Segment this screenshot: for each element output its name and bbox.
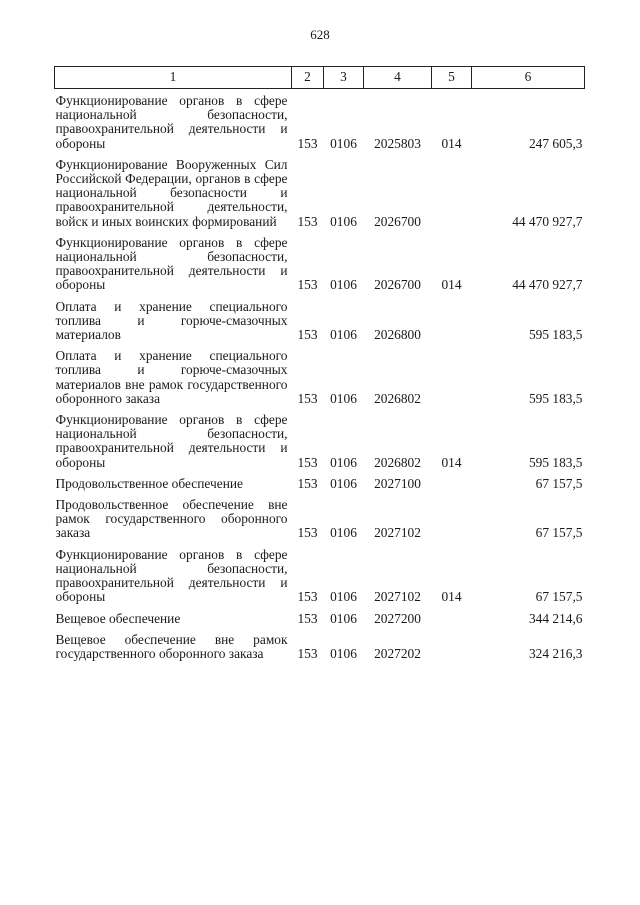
row-ministry-code: 153	[297, 213, 318, 229]
row-section-code: 0106	[330, 277, 357, 293]
row-amount: 44 470 927,7	[512, 277, 583, 293]
row-section-code: 0106	[330, 589, 357, 605]
budget-table	[54, 66, 585, 661]
row-name: Продовольственное обеспечение вне рамок государственного оборонного заказа	[55, 497, 288, 541]
row-name: Функционирование Вооруженных Сил Российской Федерации, органов в сфере национальной безопасности и правоохранительной деятельности, войск и иных воинских формирований	[55, 156, 288, 229]
row-section-code: 0106	[330, 610, 357, 626]
row-ministry-code: 153	[297, 589, 318, 605]
row-expense-type	[432, 151, 472, 229]
row-name: Функционирование органов в сфере национальной безопасности, правоохранительной деятельности и обороны	[55, 412, 288, 470]
row-amount: 595 183,5	[528, 390, 583, 406]
header-col-1: 1	[55, 67, 292, 89]
table-body	[55, 89, 585, 662]
row-amount: 67 157,5	[535, 475, 583, 491]
row-name: Оплата и хранение специального топлива и горюче-смазочных материалов	[55, 298, 288, 343]
row-target-code: 2027102	[374, 589, 421, 605]
row-section-code: 0106	[330, 525, 357, 541]
row-name: Оплата и хранение специального топлива и горюче-смазочных материалов вне рамок государственного оборонного заказа	[55, 348, 288, 406]
row-ministry-code: 153	[297, 135, 318, 151]
row-ministry-code: 153	[297, 454, 318, 470]
row-target-code: 2026802	[374, 390, 421, 406]
table-row	[55, 89, 585, 151]
row-amount: 44 470 927,7	[512, 213, 583, 229]
header-col-2: 2	[292, 67, 324, 89]
row-amount: 595 183,5	[528, 327, 583, 343]
row-name: Функционирование органов в сфере национальной безопасности, правоохранительной деятельности и обороны	[55, 234, 288, 293]
row-expense-type: 014	[441, 277, 462, 293]
row-section-code: 0106	[330, 327, 357, 343]
header-col-4: 4	[364, 67, 432, 89]
header-col-6: 6	[472, 67, 585, 89]
row-ministry-code: 153	[297, 475, 318, 491]
row-section-code: 0106	[330, 213, 357, 229]
table-row	[55, 605, 585, 626]
row-amount: 595 183,5	[528, 454, 583, 470]
header-row	[55, 67, 585, 89]
row-name: Функционирование органов в сфере национальной безопасности, правоохранительной деятельности и обороны	[55, 546, 288, 605]
row-target-code: 2025803	[374, 135, 421, 151]
row-expense-type	[432, 491, 472, 541]
row-section-code: 0106	[330, 454, 357, 470]
row-expense-type: 014	[441, 454, 462, 470]
row-expense-type	[432, 342, 472, 406]
row-target-code: 2026800	[374, 327, 421, 343]
row-target-code: 2026700	[374, 213, 421, 229]
table-header	[55, 67, 585, 89]
row-target-code: 2027102	[374, 525, 421, 541]
row-expense-type	[432, 605, 472, 626]
row-expense-type	[432, 293, 472, 343]
table-row	[55, 470, 585, 491]
row-name: Продовольственное обеспечение	[55, 475, 243, 491]
row-target-code: 2027202	[374, 645, 421, 661]
row-expense-type: 014	[441, 589, 462, 605]
row-ministry-code: 153	[297, 525, 318, 541]
row-target-code: 2026700	[374, 277, 421, 293]
row-ministry-code: 153	[297, 645, 318, 661]
row-amount: 247 605,3	[528, 135, 583, 151]
table-row	[55, 293, 585, 343]
row-ministry-code: 153	[297, 277, 318, 293]
header-col-5: 5	[432, 67, 472, 89]
table-row	[55, 626, 585, 661]
row-name: Вещевое обеспечение вне рамок государственного оборонного заказа	[55, 631, 288, 661]
row-section-code: 0106	[330, 645, 357, 661]
table-row	[55, 491, 585, 541]
page-number: 628	[310, 27, 330, 42]
table-row	[55, 541, 585, 605]
table-row	[55, 151, 585, 229]
row-expense-type: 014	[441, 135, 462, 151]
row-section-code: 0106	[330, 135, 357, 151]
row-name: Функционирование органов в сфере национальной безопасности, правоохранительной деятельности и обороны	[55, 93, 288, 151]
row-name: Вещевое обеспечение	[55, 610, 181, 626]
row-amount: 67 157,5	[535, 525, 583, 541]
row-section-code: 0106	[330, 390, 357, 406]
row-target-code: 2026802	[374, 454, 421, 470]
row-ministry-code: 153	[297, 390, 318, 406]
row-section-code: 0106	[330, 475, 357, 491]
row-amount: 324 216,3	[528, 645, 583, 661]
row-amount: 67 157,5	[535, 589, 583, 605]
header-col-3: 3	[324, 67, 364, 89]
row-expense-type	[432, 626, 472, 661]
row-target-code: 2027200	[374, 610, 421, 626]
row-amount: 344 214,6	[528, 610, 583, 626]
table-row	[55, 229, 585, 293]
table-row	[55, 342, 585, 406]
row-target-code: 2027100	[374, 475, 421, 491]
row-ministry-code: 153	[297, 610, 318, 626]
row-ministry-code: 153	[297, 327, 318, 343]
table-row	[55, 406, 585, 470]
row-expense-type	[432, 470, 472, 491]
